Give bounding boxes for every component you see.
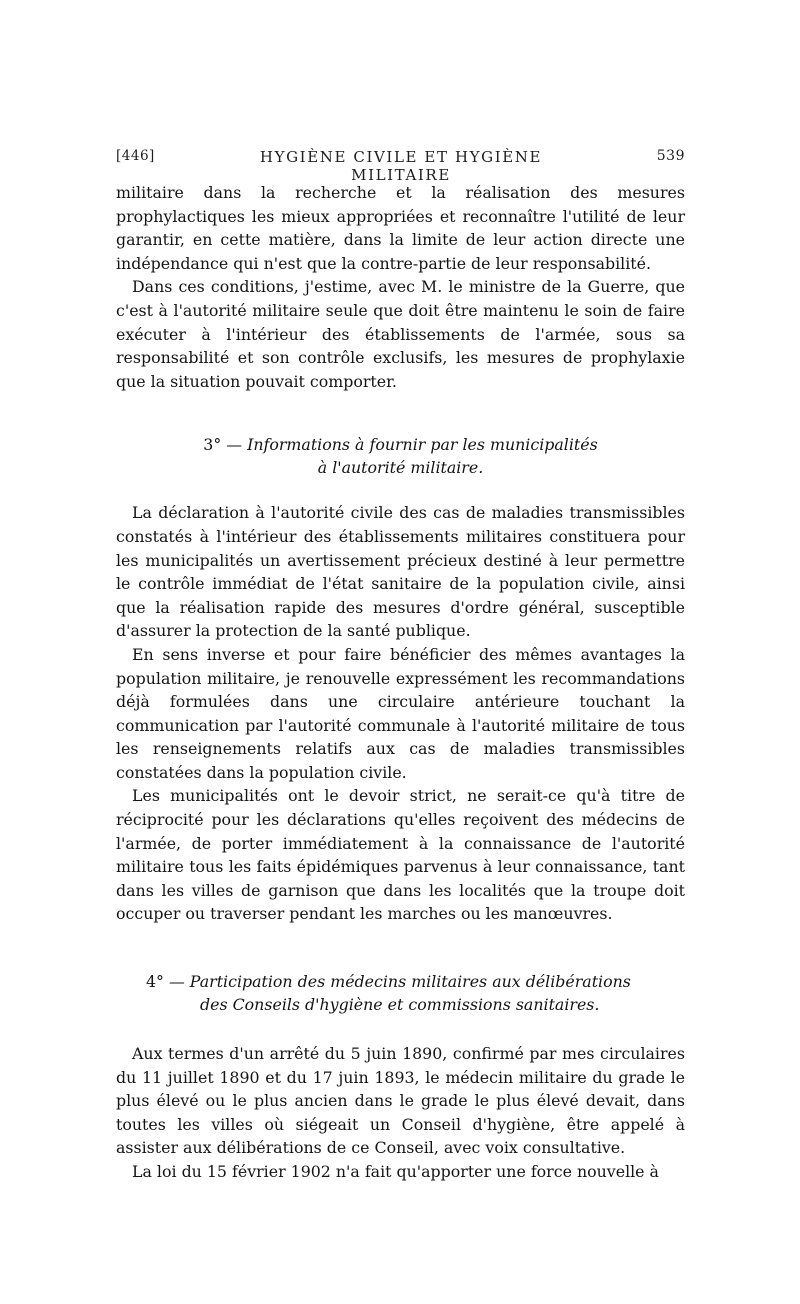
section-3-title-line1: — Informations à fournir par les municipalités: [226, 435, 598, 455]
page-body: [116, 181, 685, 1184]
paragraph-3: La déclaration à l'autorité civile des cas de maladies transmissibles constatés à l'intérieur des établissements militaires constituera pour les municipalités un avertissement précieux destiné à leur permettre le contrôle immédiat de l'état sanitaire de la population civile, ainsi que la réalisation rapide des mesures d'ordre général, susceptible d'assurer la protection de la santé publique.: [116, 503, 685, 641]
paragraph-7: La loi du 15 février 1902 n'a fait qu'apporter une force nouvelle à: [132, 1162, 659, 1181]
page-header: [116, 148, 685, 184]
bracket-page-number: [446]: [116, 148, 155, 164]
page-number: 539: [656, 148, 685, 164]
running-title: HYGIÈNE CIVILE ET HYGIÈNE MILITAIRE: [259, 148, 543, 184]
section-4-title-line2: des Conseils d'hygiène et commissions sanitaires.: [200, 995, 600, 1015]
paragraph-5: Les municipalités ont le devoir strict, ne serait-ce qu'à titre de réciprocité pour les déclarations qu'elles reçoivent des médecins de l'armée, de porter immédiatement à la connaissance de l'autorité militaire tous les faits épidémiques parvenus à leur connaissance, tant dans les villes de garnison que dans les localités que la troupe doit occuper ou traverser pendant les marches ou les manœuvres.: [116, 786, 685, 924]
section-3-title-line2: à l'autorité militaire.: [317, 458, 484, 478]
paragraph-1: militaire dans la recherche et la réalisation des mesures prophylactiques les mieux appropriées et reconnaître l'utilité de leur garantir, en cette matière, dans la limite de leur action directe une indépendance qui n'est que la contre-partie de leur responsabilité.: [116, 183, 685, 273]
paragraph-4: En sens inverse et pour faire bénéficier des mêmes avantages la population militaire, je renouvelle expressément les recommandations déjà formulées dans une circulaire antérieure touchant la communication par l'autorité communale à l'autorité militaire de tous les renseignements relatifs aux cas de maladies transmissibles constatées dans la population civile.: [116, 644, 685, 782]
section-heading-3: [116, 433, 685, 479]
section-3-number: 3°: [203, 435, 222, 455]
paragraph-2: Dans ces conditions, j'estime, avec M. le ministre de la Guerre, que c'est à l'autorité militaire seule que doit être maintenu le soin de faire exécuter à l'intérieur des établissements de l'armée, sous sa responsabilité et son contrôle exclusifs, les mesures de prophylaxie que la situation pouvait comporter.: [116, 277, 685, 391]
section-4-title-line1: — Participation des médecins militaires aux délibérations: [168, 972, 631, 992]
section-4-number: 4°: [146, 972, 164, 992]
section-heading-4: [116, 970, 685, 1016]
paragraph-6: Aux termes d'un arrêté du 5 juin 1890, confirmé par mes circulaires du 11 juillet 1890 et du 17 juin 1893, le médecin militaire du grade le plus élevé ou le plus ancien dans le grade le plus élevé devait, dans toutes les villes où siégeait un Conseil d'hygiène, être appelé à assister aux délibérations de ce Conseil, avec voix consultative.: [116, 1044, 685, 1158]
